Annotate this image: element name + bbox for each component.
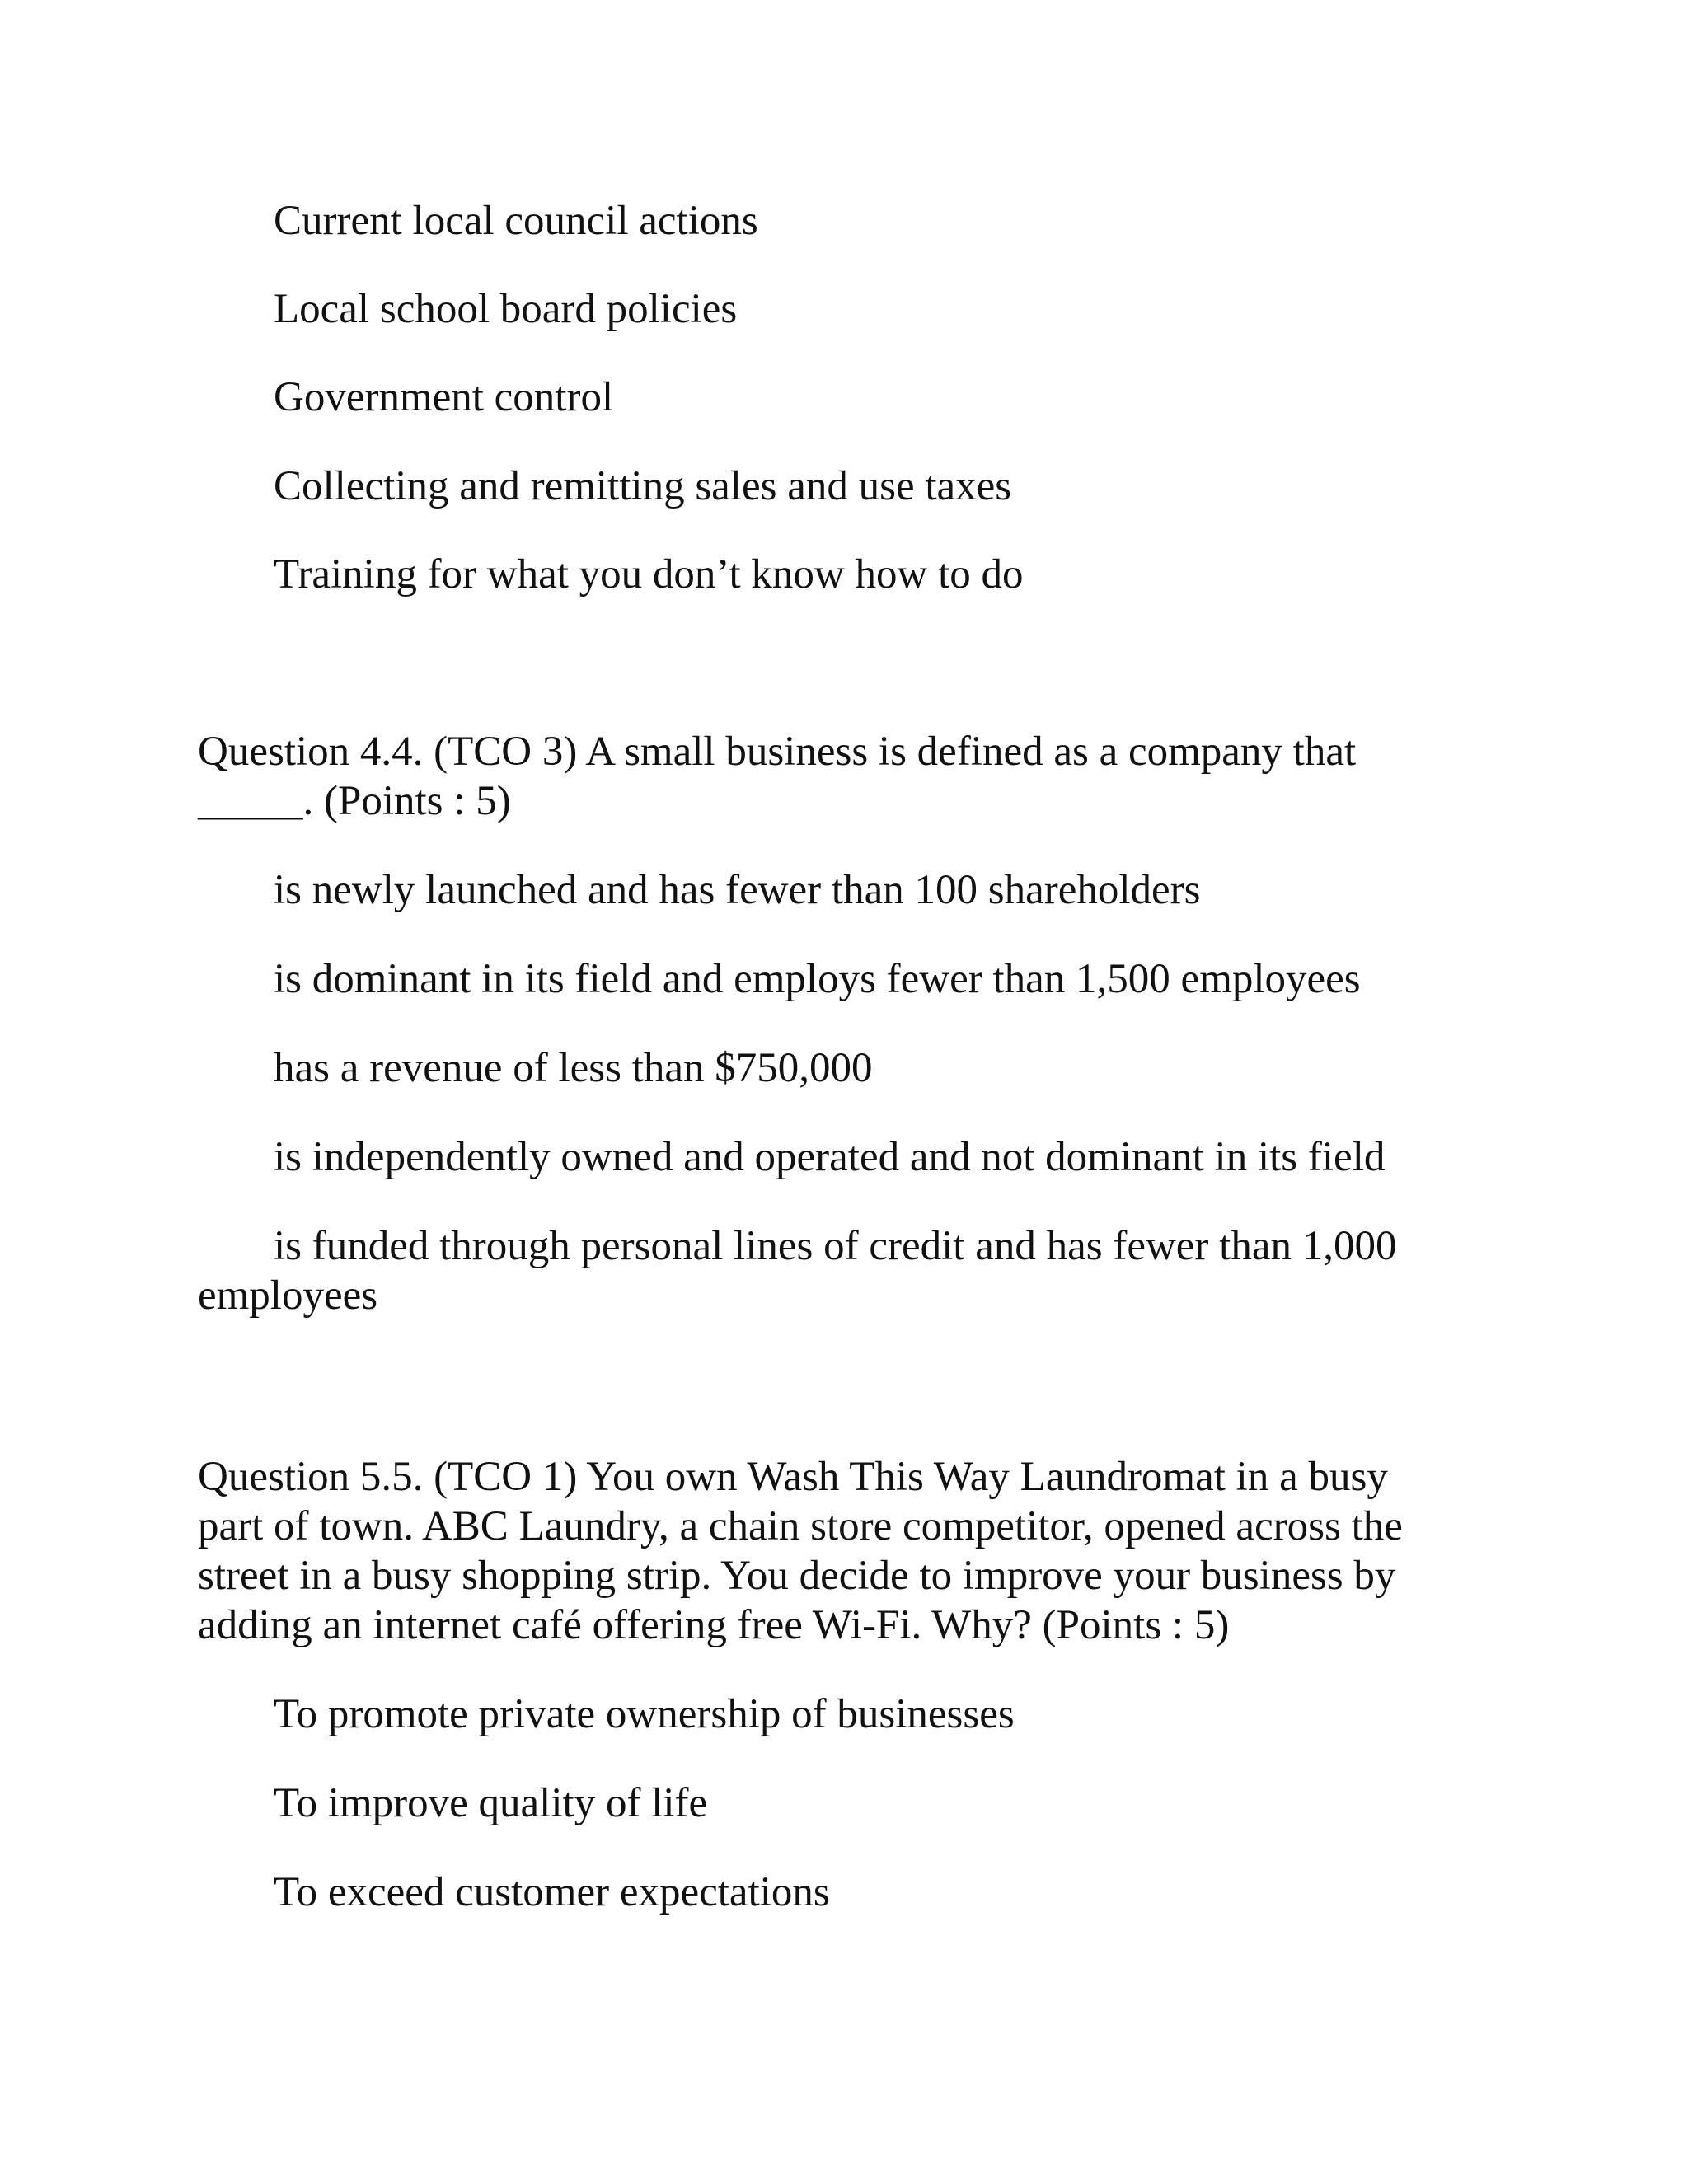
question-5-text-line-1: Question 5.5. (TCO 1) You own Wash This Way Laundromat in a busy bbox=[198, 1454, 1388, 1500]
question-5-text-line-2: part of town. ABC Laundry, a chain store competitor, opened across the bbox=[198, 1503, 1403, 1549]
answer-option-line-1: is funded through personal lines of credit and has fewer than 1,000 bbox=[274, 1223, 1397, 1269]
answer-option: is independently owned and operated and not dominant in its field bbox=[274, 1134, 1386, 1180]
answer-option: To exceed customer expectations bbox=[274, 1869, 830, 1915]
question-5-text-line-3: street in a busy shopping strip. You decide to improve your business by bbox=[198, 1553, 1396, 1599]
answer-option: is newly launched and has fewer than 100 shareholders bbox=[274, 867, 1201, 913]
answer-option: Collecting and remitting sales and use taxes bbox=[274, 463, 1012, 509]
question-4-text-line-2: _____. (Points : 5) bbox=[198, 778, 511, 824]
answer-option: Current local council actions bbox=[274, 198, 758, 244]
answer-option: Government control bbox=[274, 374, 614, 420]
question-5-text-line-4: adding an internet café offering free Wi-Fi. Why? (Points : 5) bbox=[198, 1602, 1230, 1648]
answer-option: Training for what you don’t know how to do bbox=[274, 551, 1024, 598]
answer-option: To improve quality of life bbox=[274, 1780, 708, 1826]
answer-option-line-2: employees bbox=[198, 1272, 378, 1319]
answer-option: is dominant in its field and employs fewer than 1,500 employees bbox=[274, 956, 1361, 1002]
answer-option: Local school board policies bbox=[274, 286, 738, 332]
question-4-text-line-1: Question 4.4. (TCO 3) A small business is defined as a company that bbox=[198, 729, 1357, 775]
answer-option: To promote private ownership of businesses bbox=[274, 1691, 1015, 1737]
answer-option: has a revenue of less than $750,000 bbox=[274, 1045, 873, 1091]
